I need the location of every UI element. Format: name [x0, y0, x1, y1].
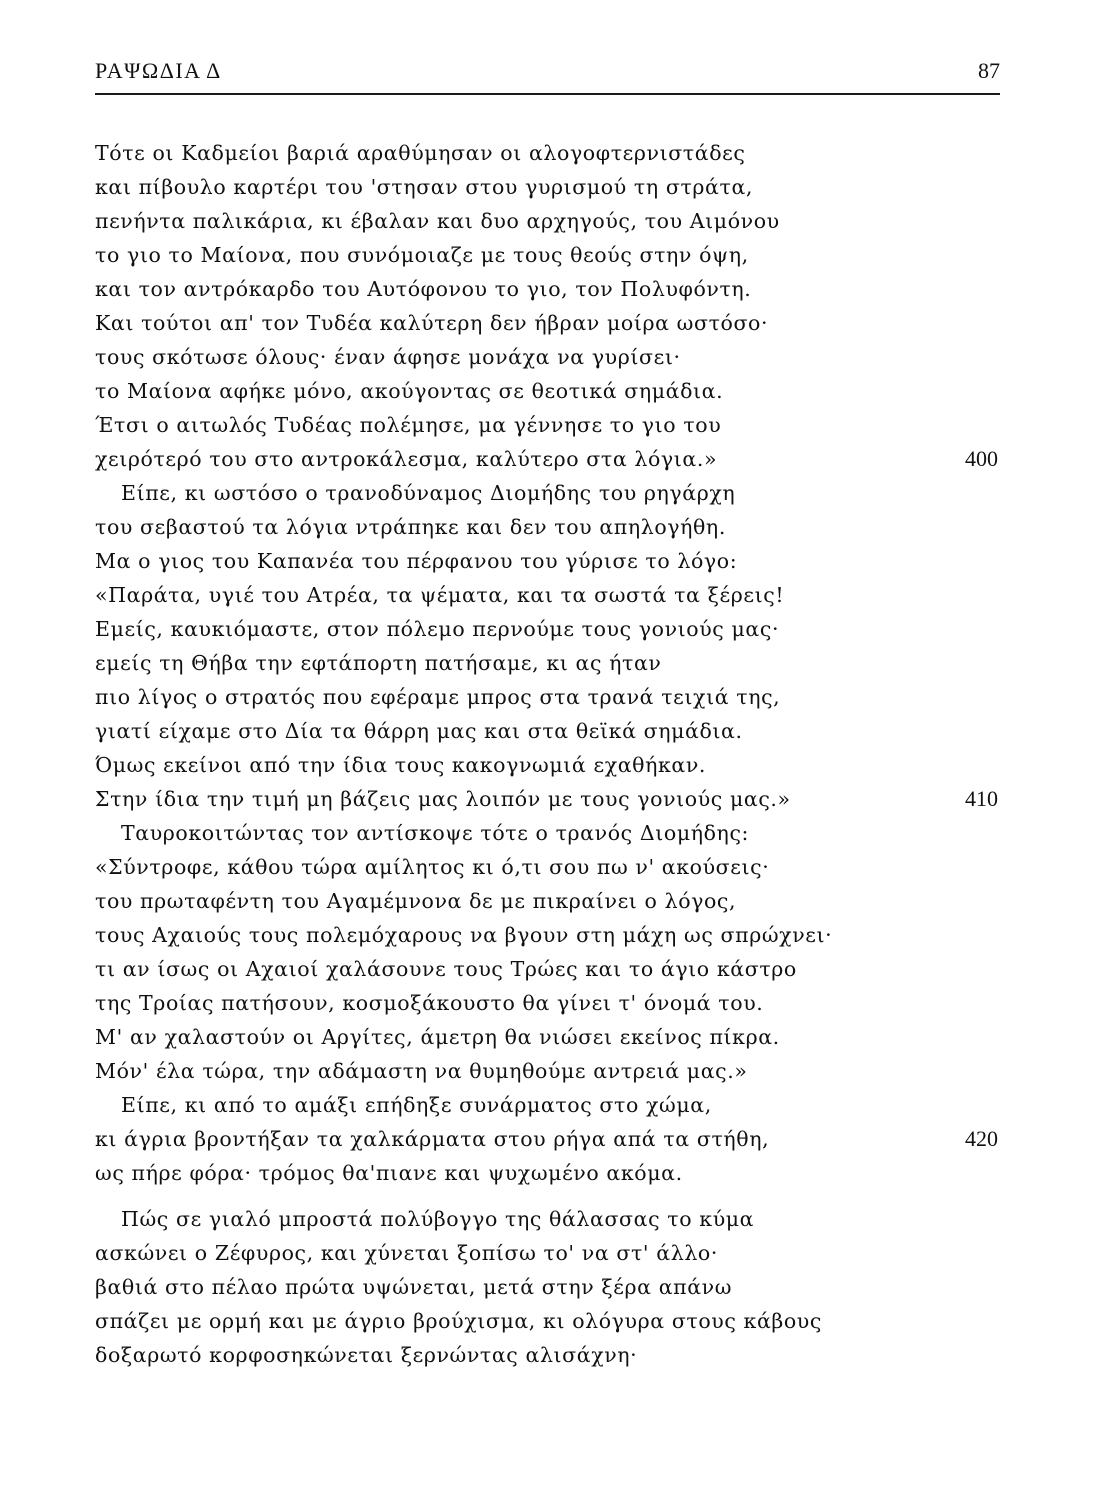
verse-line: [95, 714, 1000, 748]
verse-line: [95, 170, 1000, 204]
verse-line: [95, 986, 1000, 1020]
verse-text: πενήντα παλικάρια, κι έβαλαν και δυο αρχηγούς, του Αιμόνου: [95, 209, 780, 233]
verse-text: «Σύντροφε, κάθου τώρα αμίλητος κι ό,τι σου πω ν' ακούσεις·: [95, 855, 770, 879]
verse-text: Όμως εκείνοι από την ίδια τους κακογνωμιά εχαθήκαν.: [95, 753, 707, 777]
verse-line: [95, 1236, 1000, 1270]
verse-line: [95, 1270, 1000, 1304]
verse-text: τους σκότωσε όλους· έναν άφησε μονάχα να γυρίσει·: [95, 345, 681, 369]
verse-text: Τότε οι Καδμείοι βαριά αραθύμησαν οι αλογοφτερνιστάδες: [95, 141, 746, 165]
verse-text: Είπε, κι ωστόσο ο τρανοδύναμος Διομήδης του ρηγάρχη: [121, 481, 736, 505]
verse-line: [95, 1338, 1000, 1372]
verse-text: χειρότερό του στο αντροκάλεσμα, καλύτερο στα λόγια.»: [95, 447, 718, 471]
page-number: 87: [978, 58, 1000, 83]
verse-text: το Μαίονα αφήκε μόνο, ακούγοντας σε θεοτικά σημάδια.: [95, 379, 724, 403]
verse-text: βαθιά στο πέλαο πρώτα υψώνεται, μετά στην ξέρα απάνω: [95, 1275, 733, 1299]
verse-text: δοξαρωτό κορφοσηκώνεται ξερνώντας αλισάχνη·: [95, 1343, 638, 1367]
verse-text: πιο λίγος ο στρατός που εφέραμε μπρος στα τρανά τειχιά της,: [95, 685, 781, 709]
page-header: [95, 58, 1000, 88]
verse-line: [95, 1202, 1000, 1236]
verse-line: [95, 272, 1000, 306]
verse-text: του πρωταφέντη του Αγαμέμνονα δε με πικραίνει ο λόγος,: [95, 889, 737, 913]
verse-line: [95, 1304, 1000, 1338]
line-number: 420: [965, 1126, 998, 1151]
verse-text: Και τούτοι απ' τον Τυδέα καλύτερη δεν ήβραν μοίρα ωστόσο·: [95, 311, 769, 335]
verse-line: [95, 340, 1000, 374]
verse-line: [95, 306, 1000, 340]
verse-line: [95, 476, 1000, 510]
verse-line: [95, 408, 1000, 442]
verse-line: [95, 612, 1000, 646]
verse-text: Ταυροκοιτώντας τον αντίσκοψε τότε ο τρανός Διομήδης:: [121, 821, 750, 845]
verse-line: [95, 782, 1000, 816]
verse-text: Πώς σε γιαλό μπροστά πολύβογγο της θάλασσας το κύμα: [121, 1207, 755, 1231]
poem-text: [95, 136, 1000, 1372]
line-number: 410: [965, 786, 998, 811]
verse-text: τους Αχαιούς τους πολεμόχαρους να βγουν στη μάχη ως σπρώχνει·: [95, 923, 833, 947]
verse-text: Στην ίδια την τιμή μη βάζεις μας λοιπόν με τους γονιούς μας.»: [95, 787, 791, 811]
verse-line: [95, 952, 1000, 986]
verse-text: και τον αντρόκαρδο του Αυτόφονου το γιο, τον Πολυφόντη.: [95, 277, 752, 301]
verse-line: [95, 1122, 1000, 1156]
verse-text: γιατί είχαμε στο Δία τα θάρρη μας και στα θεϊκά σημάδια.: [95, 719, 743, 743]
verse-text: Μα ο γιος του Καπανέα του πέρφανου του γύρισε το λόγο:: [95, 549, 738, 573]
verse-text: κι άγρια βροντήξαν τα χαλκάρματα στου ρήγα απά τα στήθη,: [95, 1127, 770, 1151]
verse-line: [95, 136, 1000, 170]
verse-line: [95, 850, 1000, 884]
verse-text: τι αν ίσως οι Αχαιοί χαλάσουνε τους Τρώες και το άγιο κάστρο: [95, 957, 797, 981]
verse-text: το γιο το Μαίονα, που συνόμοιαζε με τους θεούς στην όψη,: [95, 243, 749, 267]
verse-text: σπάζει με ορμή και με άγριο βρούχισμα, κι ολόγυρα στους κάβους: [95, 1309, 822, 1333]
verse-text: ως πήρε φόρα· τρόμος θα'πιανε και ψυχωμένο ακόμα.: [95, 1161, 683, 1185]
verse-text: του σεβαστού τα λόγια ντράπηκε και δεν του απηλογήθη.: [95, 515, 726, 539]
verse-line: [95, 1054, 1000, 1088]
verse-text: της Τροίας πατήσουν, κοσμοξάκουστο θα γίνει τ' όνομά του.: [95, 991, 764, 1015]
verse-line: [95, 748, 1000, 782]
line-number: 400: [965, 446, 998, 471]
verse-text: Είπε, κι από το αμάξι επήδηξε συνάρματος στο χώμα,: [121, 1093, 712, 1117]
verse-line: [95, 204, 1000, 238]
verse-line: [95, 884, 1000, 918]
verse-line: [95, 816, 1000, 850]
verse-text: ασκώνει ο Ζέφυρος, και χύνεται ξοπίσω το' να στ' άλλο·: [95, 1241, 718, 1265]
verse-text: Έτσι ο αιτωλός Τυδέας πολέμησε, μα γέννησε το γιο του: [95, 413, 722, 437]
verse-text: και πίβουλο καρτέρι του 'στησαν στου γυρισμού τη στράτα,: [95, 175, 753, 199]
verse-line: [95, 1088, 1000, 1122]
verse-line: [95, 510, 1000, 544]
verse-text: Εμείς, καυκιόμαστε, στον πόλεμο περνούμε τους γονιούς μας·: [95, 617, 780, 641]
verse-text: Μόν' έλα τώρα, την αδάμαστη να θυμηθούμε αντρειά μας.»: [95, 1059, 748, 1083]
verse-text: εμείς τη Θήβα την εφτάπορτη πατήσαμε, κι ας ήταν: [95, 651, 662, 675]
verse-line: [95, 442, 1000, 476]
running-title: ΡΑΨΩΔΙΑ Δ: [95, 58, 222, 83]
verse-line: [95, 374, 1000, 408]
verse-line: [95, 1020, 1000, 1054]
verse-text: Μ' αν χαλαστούν οι Αργίτες, άμετρη θα νιώσει εκείνος πίκρα.: [95, 1025, 780, 1049]
verse-line: [95, 680, 1000, 714]
verse-line: [95, 918, 1000, 952]
verse-line: [95, 544, 1000, 578]
verse-line: [95, 646, 1000, 680]
verse-text: «Παράτα, υγιέ του Ατρέα, τα ψέματα, και τα σωστά τα ξέρεις!: [95, 583, 785, 607]
verse-line: [95, 238, 1000, 272]
header-rule: [95, 93, 1000, 95]
verse-line: [95, 1156, 1000, 1190]
verse-line: [95, 578, 1000, 612]
